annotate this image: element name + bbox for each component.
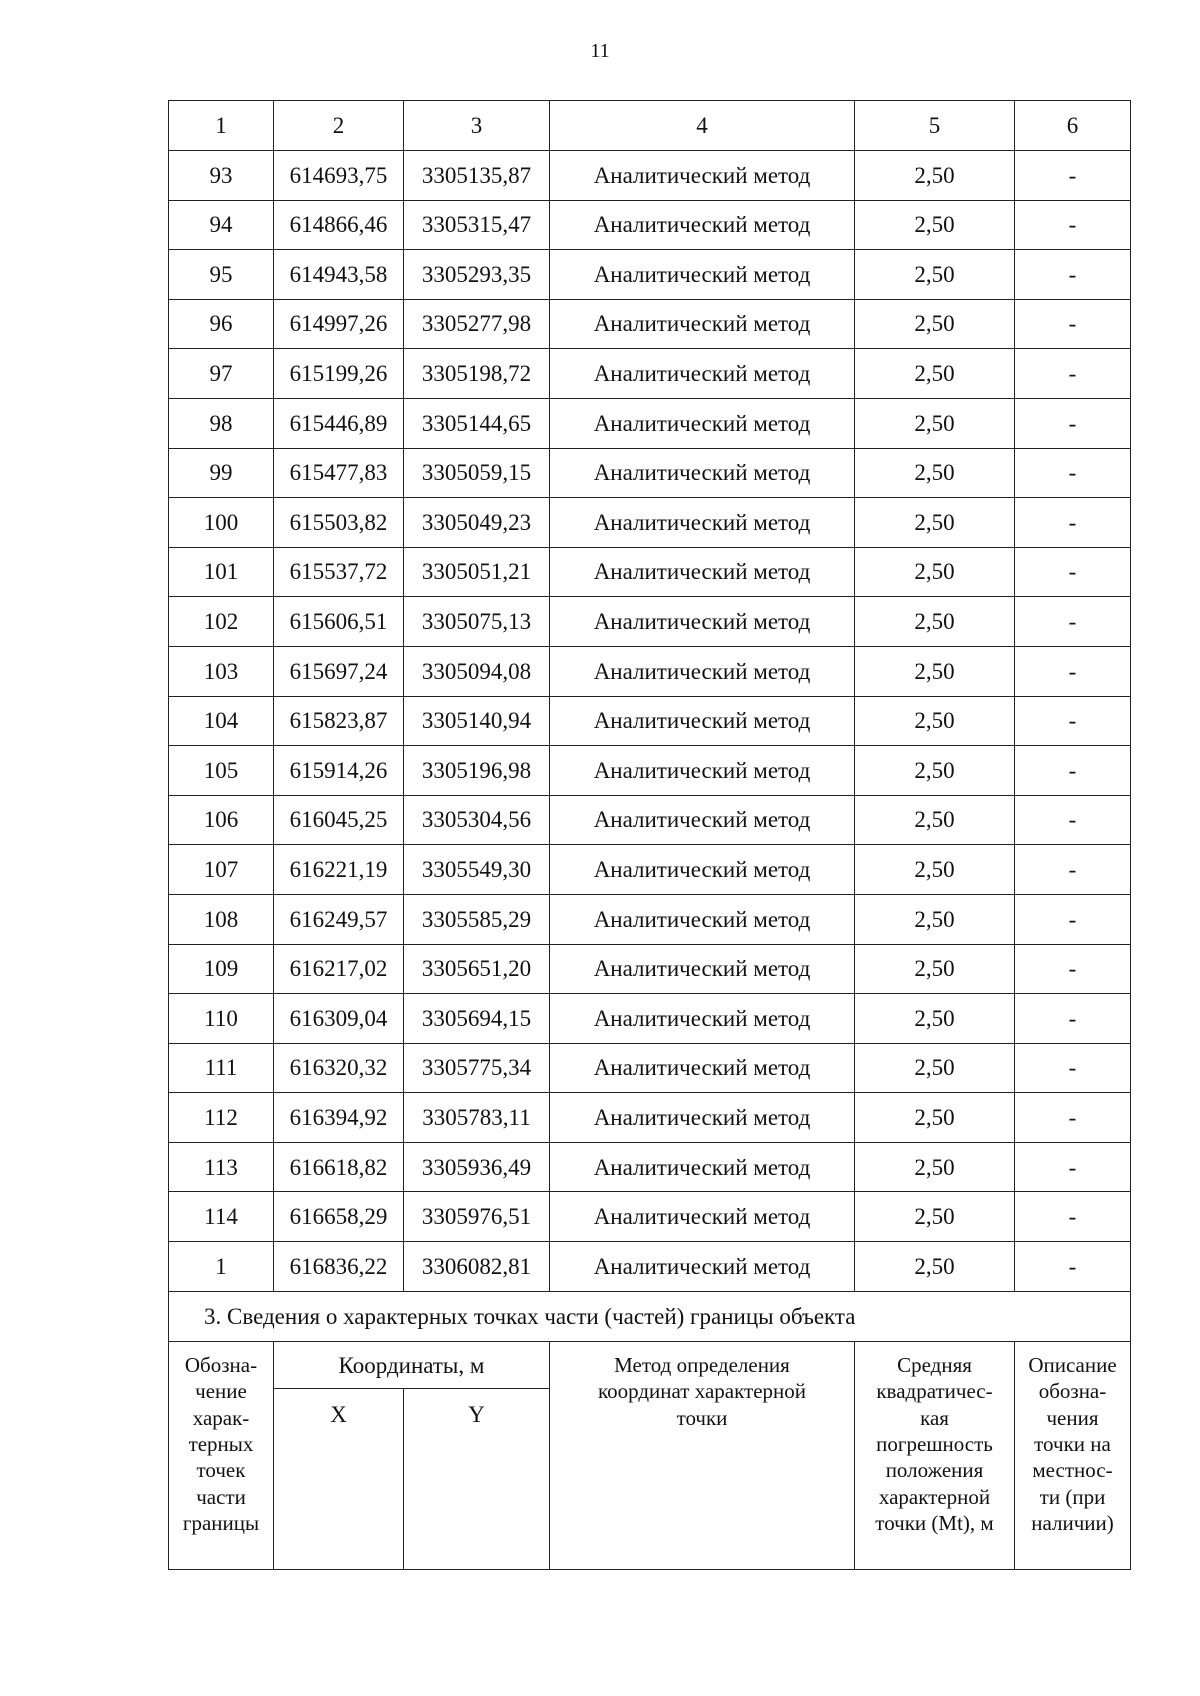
- x-coordinate-cell: 614997,26: [274, 299, 404, 349]
- description-cell: -: [1015, 795, 1131, 845]
- error-cell: 2,50: [855, 349, 1015, 399]
- table-row: [169, 1043, 1131, 1093]
- y-coordinate-cell: 3305135,87: [404, 151, 550, 201]
- header-y: Y: [404, 1388, 550, 1569]
- x-coordinate-cell: 615446,89: [274, 398, 404, 448]
- point-cell: 101: [169, 547, 274, 597]
- header-line: ти (при: [1039, 1484, 1106, 1509]
- table-row: [169, 646, 1131, 696]
- y-coordinate-cell: 3305549,30: [404, 845, 550, 895]
- x-coordinate-cell: 615477,83: [274, 448, 404, 498]
- x-coordinate-cell: 616836,22: [274, 1242, 404, 1292]
- table-row: [169, 398, 1131, 448]
- header-line: квадратичес-: [876, 1379, 993, 1404]
- description-cell: -: [1015, 1192, 1131, 1242]
- x-coordinate-cell: 616618,82: [274, 1142, 404, 1192]
- header-line: погрешность: [876, 1432, 993, 1457]
- x-coordinate-cell: 616309,04: [274, 994, 404, 1044]
- header-line: координат характерной: [598, 1379, 806, 1404]
- header-line: кая: [920, 1405, 949, 1430]
- header-line: местнос-: [1032, 1458, 1113, 1483]
- description-cell: -: [1015, 349, 1131, 399]
- y-coordinate-cell: 3305585,29: [404, 894, 550, 944]
- table-row: [169, 696, 1131, 746]
- description-cell: -: [1015, 398, 1131, 448]
- table-row: [169, 250, 1131, 300]
- method-cell: Аналитический метод: [550, 448, 855, 498]
- method-cell: Аналитический метод: [550, 1242, 855, 1292]
- point-cell: 96: [169, 299, 274, 349]
- description-cell: -: [1015, 1142, 1131, 1192]
- header-error: [855, 1341, 1015, 1569]
- point-cell: 95: [169, 250, 274, 300]
- point-cell: 98: [169, 398, 274, 448]
- table-row: [169, 795, 1131, 845]
- header-line: Средняя: [897, 1352, 972, 1377]
- table-row: [169, 200, 1131, 250]
- description-cell: -: [1015, 1242, 1131, 1292]
- x-coordinate-cell: 615537,72: [274, 547, 404, 597]
- header-line: чение: [195, 1379, 247, 1404]
- description-cell: -: [1015, 448, 1131, 498]
- description-cell: -: [1015, 250, 1131, 300]
- table-row: [169, 448, 1131, 498]
- y-coordinate-cell: 3305059,15: [404, 448, 550, 498]
- header-line: точек: [196, 1458, 246, 1483]
- x-coordinate-cell: 616658,29: [274, 1192, 404, 1242]
- table-row: [169, 1142, 1131, 1192]
- y-coordinate-cell: 3305976,51: [404, 1192, 550, 1242]
- description-cell: -: [1015, 746, 1131, 796]
- header-line: харак-: [192, 1405, 250, 1430]
- method-cell: Аналитический метод: [550, 696, 855, 746]
- method-cell: Аналитический метод: [550, 547, 855, 597]
- description-cell: -: [1015, 994, 1131, 1044]
- y-coordinate-cell: 3305775,34: [404, 1043, 550, 1093]
- x-coordinate-cell: 616394,92: [274, 1093, 404, 1143]
- y-coordinate-cell: 3305198,72: [404, 349, 550, 399]
- point-cell: 104: [169, 696, 274, 746]
- point-cell: 113: [169, 1142, 274, 1192]
- column-number: 1: [169, 101, 274, 151]
- x-coordinate-cell: 614943,58: [274, 250, 404, 300]
- x-coordinate-cell: 616045,25: [274, 795, 404, 845]
- section-title: 3. Сведения о характерных точках части (частей) границы объекта: [169, 1291, 1131, 1341]
- table-row: [169, 994, 1131, 1044]
- error-cell: 2,50: [855, 1192, 1015, 1242]
- description-cell: -: [1015, 151, 1131, 201]
- x-coordinate-cell: 616249,57: [274, 894, 404, 944]
- table-row: [169, 299, 1131, 349]
- error-cell: 2,50: [855, 151, 1015, 201]
- section-header-row: [169, 1341, 1131, 1388]
- y-coordinate-cell: 3305304,56: [404, 795, 550, 845]
- header-line: терных: [188, 1432, 254, 1457]
- point-cell: 108: [169, 894, 274, 944]
- header-coordinates: Координаты, м: [274, 1341, 550, 1388]
- point-cell: 114: [169, 1192, 274, 1242]
- y-coordinate-cell: 3305051,21: [404, 547, 550, 597]
- description-cell: -: [1015, 696, 1131, 746]
- y-coordinate-cell: 3305049,23: [404, 498, 550, 548]
- description-cell: -: [1015, 845, 1131, 895]
- error-cell: 2,50: [855, 299, 1015, 349]
- header-line: положения: [885, 1458, 984, 1483]
- x-coordinate-cell: 616217,02: [274, 944, 404, 994]
- error-cell: 2,50: [855, 944, 1015, 994]
- y-coordinate-cell: 3305651,20: [404, 944, 550, 994]
- x-coordinate-cell: 615503,82: [274, 498, 404, 548]
- method-cell: Аналитический метод: [550, 746, 855, 796]
- error-cell: 2,50: [855, 646, 1015, 696]
- y-coordinate-cell: 3305144,65: [404, 398, 550, 448]
- point-cell: 107: [169, 845, 274, 895]
- point-cell: 111: [169, 1043, 274, 1093]
- description-cell: -: [1015, 299, 1131, 349]
- x-coordinate-cell: 615823,87: [274, 696, 404, 746]
- point-cell: 1: [169, 1242, 274, 1292]
- y-coordinate-cell: 3305094,08: [404, 646, 550, 696]
- method-cell: Аналитический метод: [550, 151, 855, 201]
- header-line: Метод определения: [614, 1352, 790, 1377]
- error-cell: 2,50: [855, 1093, 1015, 1143]
- y-coordinate-cell: 3305196,98: [404, 746, 550, 796]
- x-coordinate-cell: 616320,32: [274, 1043, 404, 1093]
- column-number: 5: [855, 101, 1015, 151]
- table-row: [169, 1192, 1131, 1242]
- header-description: [1015, 1341, 1131, 1569]
- method-cell: Аналитический метод: [550, 1142, 855, 1192]
- description-cell: -: [1015, 646, 1131, 696]
- error-cell: 2,50: [855, 1043, 1015, 1093]
- description-cell: -: [1015, 498, 1131, 548]
- table-row: [169, 1242, 1131, 1292]
- y-coordinate-cell: 3305783,11: [404, 1093, 550, 1143]
- method-cell: Аналитический метод: [550, 944, 855, 994]
- header-line: Обозна-: [184, 1352, 258, 1377]
- error-cell: 2,50: [855, 250, 1015, 300]
- description-cell: -: [1015, 597, 1131, 647]
- y-coordinate-cell: 3305315,47: [404, 200, 550, 250]
- error-cell: 2,50: [855, 498, 1015, 548]
- table-row: [169, 349, 1131, 399]
- point-cell: 109: [169, 944, 274, 994]
- y-coordinate-cell: 3306082,81: [404, 1242, 550, 1292]
- table-row: [169, 944, 1131, 994]
- header-x: X: [274, 1388, 404, 1569]
- error-cell: 2,50: [855, 448, 1015, 498]
- header-line: чения: [1046, 1405, 1099, 1430]
- y-coordinate-cell: 3305694,15: [404, 994, 550, 1044]
- method-cell: Аналитический метод: [550, 398, 855, 448]
- method-cell: Аналитический метод: [550, 200, 855, 250]
- x-coordinate-cell: 615697,24: [274, 646, 404, 696]
- table-row: [169, 746, 1131, 796]
- point-cell: 97: [169, 349, 274, 399]
- y-coordinate-cell: 3305293,35: [404, 250, 550, 300]
- table-row: [169, 498, 1131, 548]
- error-cell: 2,50: [855, 746, 1015, 796]
- description-cell: -: [1015, 944, 1131, 994]
- x-coordinate-cell: 616221,19: [274, 845, 404, 895]
- point-cell: 102: [169, 597, 274, 647]
- header-line: наличии): [1031, 1511, 1114, 1536]
- table-row: [169, 1093, 1131, 1143]
- header-point-designation: [169, 1341, 274, 1569]
- x-coordinate-cell: 615199,26: [274, 349, 404, 399]
- method-cell: Аналитический метод: [550, 349, 855, 399]
- method-cell: Аналитический метод: [550, 646, 855, 696]
- x-coordinate-cell: 614866,46: [274, 200, 404, 250]
- point-cell: 103: [169, 646, 274, 696]
- table-row: [169, 845, 1131, 895]
- method-cell: Аналитический метод: [550, 299, 855, 349]
- error-cell: 2,50: [855, 845, 1015, 895]
- header-line: Описание: [1028, 1352, 1117, 1377]
- method-cell: Аналитический метод: [550, 1043, 855, 1093]
- error-cell: 2,50: [855, 398, 1015, 448]
- y-coordinate-cell: 3305140,94: [404, 696, 550, 746]
- x-coordinate-cell: 615606,51: [274, 597, 404, 647]
- header-line: точки: [676, 1405, 728, 1430]
- method-cell: Аналитический метод: [550, 498, 855, 548]
- header-method: [550, 1341, 855, 1569]
- description-cell: -: [1015, 1093, 1131, 1143]
- table-row: [169, 894, 1131, 944]
- header-line: обозна-: [1038, 1379, 1107, 1404]
- error-cell: 2,50: [855, 894, 1015, 944]
- method-cell: Аналитический метод: [550, 597, 855, 647]
- point-cell: 100: [169, 498, 274, 548]
- point-cell: 106: [169, 795, 274, 845]
- header-line: точки (Mt), м: [875, 1511, 994, 1536]
- x-coordinate-cell: 614693,75: [274, 151, 404, 201]
- column-number: 4: [550, 101, 855, 151]
- point-cell: 99: [169, 448, 274, 498]
- error-cell: 2,50: [855, 1242, 1015, 1292]
- column-number: 2: [274, 101, 404, 151]
- method-cell: Аналитический метод: [550, 994, 855, 1044]
- error-cell: 2,50: [855, 795, 1015, 845]
- header-line: части: [196, 1484, 246, 1509]
- table-row: [169, 151, 1131, 201]
- y-coordinate-cell: 3305277,98: [404, 299, 550, 349]
- y-coordinate-cell: 3305936,49: [404, 1142, 550, 1192]
- header-line: точки на: [1034, 1432, 1111, 1457]
- description-cell: -: [1015, 200, 1131, 250]
- point-cell: 110: [169, 994, 274, 1044]
- method-cell: Аналитический метод: [550, 250, 855, 300]
- method-cell: Аналитический метод: [550, 1192, 855, 1242]
- table-row: [169, 597, 1131, 647]
- page-number: 11: [590, 40, 610, 62]
- x-coordinate-cell: 615914,26: [274, 746, 404, 796]
- error-cell: 2,50: [855, 696, 1015, 746]
- method-cell: Аналитический метод: [550, 894, 855, 944]
- column-number: 3: [404, 101, 550, 151]
- column-number-row: [169, 101, 1131, 151]
- point-cell: 112: [169, 1093, 274, 1143]
- coordinates-table: [168, 100, 1131, 1570]
- header-line: характерной: [878, 1484, 991, 1509]
- error-cell: 2,50: [855, 1142, 1015, 1192]
- error-cell: 2,50: [855, 547, 1015, 597]
- error-cell: 2,50: [855, 597, 1015, 647]
- header-line: границы: [182, 1511, 260, 1536]
- error-cell: 2,50: [855, 994, 1015, 1044]
- description-cell: -: [1015, 894, 1131, 944]
- error-cell: 2,50: [855, 200, 1015, 250]
- table-row: [169, 547, 1131, 597]
- y-coordinate-cell: 3305075,13: [404, 597, 550, 647]
- description-cell: -: [1015, 547, 1131, 597]
- point-cell: 93: [169, 151, 274, 201]
- method-cell: Аналитический метод: [550, 1093, 855, 1143]
- point-cell: 94: [169, 200, 274, 250]
- point-cell: 105: [169, 746, 274, 796]
- method-cell: Аналитический метод: [550, 845, 855, 895]
- description-cell: -: [1015, 1043, 1131, 1093]
- column-number: 6: [1015, 101, 1131, 151]
- method-cell: Аналитический метод: [550, 795, 855, 845]
